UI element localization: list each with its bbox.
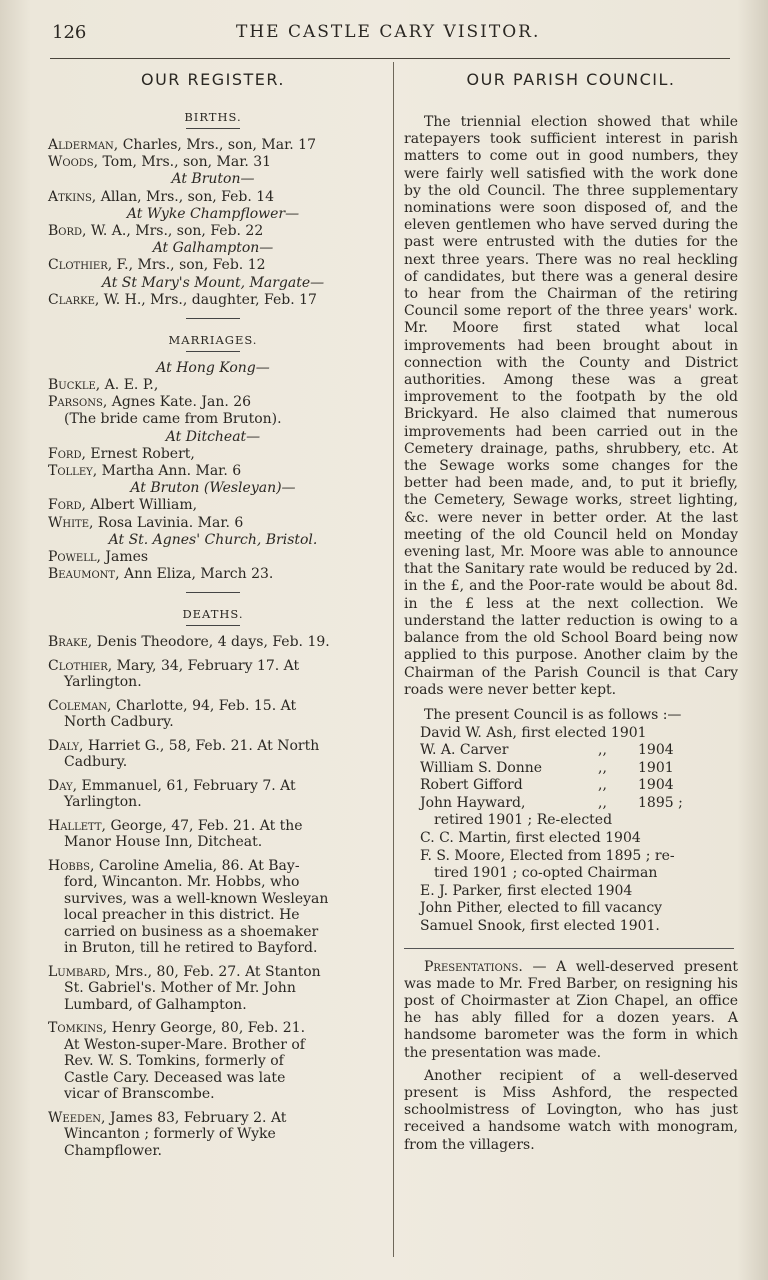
entry-details: Allan, Mrs., son, Feb. 14 (96, 188, 275, 205)
ditto-mark: ,, (598, 759, 607, 776)
entry-surname: Alderman, (48, 137, 119, 153)
entry-surname: Powell, (48, 548, 101, 565)
entry-details: Rosa Lavinia. Mar. 6 (93, 514, 244, 531)
death-entry-continuation: ford, Wincanton. Mr. Hobbs, who (64, 874, 300, 891)
death-entry-continuation: St. Gabriel's. Mother of Mr. John (64, 980, 296, 997)
place-heading: At Hong Kong— (156, 359, 270, 376)
marriage-entry (48, 497, 378, 514)
deaths-rule (186, 625, 240, 626)
place-heading: At Galhampton— (152, 240, 274, 257)
member-name: William S. Donne (420, 759, 543, 776)
death-entry-continuation: Yarlington. (64, 674, 142, 691)
entry-details: Ernest Robert, (85, 445, 195, 462)
council-list (404, 707, 738, 936)
death-entry (48, 658, 378, 691)
entry-surname: Buckle, (48, 377, 101, 394)
death-entry (48, 738, 378, 771)
entry-surname: Weeden, (48, 1109, 106, 1126)
death-entry-line (48, 818, 378, 835)
parish-council-title: OUR PARISH COUNCIL. (466, 70, 676, 89)
marriage-entry (48, 549, 378, 566)
entry-surname: Daly, (48, 737, 84, 754)
marriage-entry (48, 463, 378, 480)
death-entry-continuation: Yarlington. (64, 794, 142, 811)
section-rule (186, 318, 240, 319)
entry-details: W. H., Mrs., daughter, Feb. 17 (99, 291, 317, 308)
death-entry-continuation: At Weston-super-Mare. Brother of (64, 1036, 305, 1053)
entry-details: Agnes Kate. Jan. 26 (107, 394, 252, 411)
presentations-heading: Presentations. (424, 958, 523, 975)
death-entry-continuation: Lumbard, of Galhampton. (64, 996, 247, 1013)
presentations-paragraph (404, 959, 738, 1062)
entry-surname: Tolley, (48, 463, 98, 479)
entry-details: A. E. P., (100, 377, 159, 394)
section-rule (404, 948, 734, 949)
death-entry-continuation: Wincanton ; formerly of Wyke (64, 1126, 276, 1143)
death-entry-line (48, 858, 378, 875)
column-divider (393, 62, 394, 1257)
death-entry-continuation: local preacher in this district. He (64, 907, 300, 924)
page-header (0, 22, 768, 48)
entry-details: F., Mrs., son, Feb. 12 (112, 257, 266, 274)
death-entry (48, 818, 378, 851)
birth-entry (48, 154, 378, 171)
entry-surname: Tomkins, (48, 1020, 108, 1037)
death-entry-line (48, 634, 378, 651)
entry-details: Tom, Mrs., son, Mar. 31 (98, 154, 272, 171)
marriages-rule (186, 351, 240, 352)
entry-note: (The bride came from Bruton). (64, 411, 282, 428)
register-column (48, 66, 378, 1166)
birth-entry (48, 137, 378, 154)
ditto-mark: ,, (598, 777, 607, 794)
death-entry-continuation: Manor House Inn, Ditcheat. (64, 834, 263, 851)
marriage-entry (48, 566, 378, 583)
death-entry (48, 1020, 378, 1103)
elected-year: 1904 (638, 777, 674, 794)
register-title: OUR REGISTER. (140, 70, 286, 89)
death-entry-continuation: Cadbury. (64, 754, 128, 771)
ditto-mark: ,, (598, 742, 607, 759)
death-entry (48, 858, 378, 957)
section-rule (186, 592, 240, 593)
entry-surname: Bord, (48, 222, 87, 239)
council-report-paragraph: The triennial election showed that while ratepayers took sufficient interest in parish matters to come out in good numbers, they were fairly well satisfied with the work done by the old Council. The three supplementary nominations were soon disposed of, and the eleven gentlemen who have served during the past were entrusted with the duties for the next three years. There was no real heckling of candidates, but there was a general desire to hear from the Chairman of the retiring Council some report of the three years' work. Mr. Moore first stated what local improvements had been brought about in connection with the County and District authorities. Among these was a great improvement to the footpath by the old Brickyard. He also claimed that numerous improvements had been carried out in the Cemetery drainage, paths, shrubbery, etc. At the Sewage works some changes for the better had been made, and, to put it briefly, the Cemetery, Sewage works, street lighting, &c. were never in better order. At the last meeting of the old Council held on Monday evening last, Mr. Moore was able to announce that the Sanitary rate would be reduced by 2d. in the £, and the Poor-rate would be about 8d. in the £ less at the next collection. We understand the latter reduction is owing to a balance from the old School Board being now applied to this purpose. Another claim by the Chairman of the Parish Council is that Cary roads were never better kept. (404, 114, 738, 698)
death-entry (48, 778, 378, 811)
death-entry-continuation: survives, was a well-known Wesleyan (64, 890, 329, 907)
council-member-note: retired 1901 ; Re-elected (434, 812, 613, 829)
marriages-heading: MARRIAGES. (168, 332, 258, 347)
births-heading: BIRTHS. (184, 110, 242, 124)
council-member-note: tired 1901 ; co-opted Chairman (434, 865, 658, 882)
entry-details: Mrs., 80, Feb. 27. At Stanton (110, 963, 321, 980)
death-entry-continuation: Castle Cary. Deceased was late (64, 1069, 286, 1086)
birth-entry (48, 292, 378, 309)
entry-surname: Ford, (48, 445, 86, 462)
death-entry (48, 964, 378, 1014)
place-heading: At Ditcheat— (165, 428, 261, 445)
entry-surname: Clothier, (48, 257, 113, 274)
death-entry-line (48, 778, 378, 795)
member-name: Robert Gifford (420, 777, 523, 794)
council-member (404, 795, 738, 813)
entry-details: Caroline Amelia, 86. At Bay- (94, 857, 300, 874)
member-name: W. A. Carver (420, 742, 509, 759)
entry-details: Ann Eliza, March 23. (119, 566, 274, 583)
entry-details: Albert William, (85, 497, 198, 514)
presentations-paragraph-2: Another recipient of a well-deserved present is Miss Ashford, the respected schoolmistress of Lovington, who has just received a handsome watch with monogram, from the villagers. (404, 1067, 738, 1153)
member-name: John Hayward, (420, 794, 526, 811)
place-heading: At St. Agnes' Church, Bristol. (108, 531, 318, 548)
death-entry-line (48, 964, 378, 981)
death-entry-continuation: vicar of Branscombe. (64, 1086, 215, 1103)
death-entry-continuation: Champflower. (64, 1142, 162, 1159)
entry-surname: Beaumont, (48, 566, 120, 583)
death-entry-line (48, 698, 378, 715)
entry-details: W. A., Mrs., son, Feb. 22 (86, 222, 264, 239)
birth-entry (48, 189, 378, 206)
place-heading: At Bruton (Wesleyan)— (130, 480, 296, 497)
entry-surname: Brake, (48, 634, 93, 651)
entry-surname: Lumbard, (48, 963, 111, 980)
entry-surname: Clarke, (48, 291, 100, 308)
council-member (404, 760, 738, 778)
entry-surname: White, (48, 514, 94, 531)
death-entry-continuation: carried on business as a shoemaker (64, 923, 319, 940)
entry-details: Emmanuel, 61, February 7. At (77, 777, 296, 794)
entry-surname: Ford, (48, 497, 86, 514)
death-entry-line (48, 1020, 378, 1037)
deaths-heading: DEATHS. (182, 607, 244, 622)
death-entry-line (48, 1110, 378, 1127)
marriage-entry (48, 515, 378, 532)
council-member: David W. Ash, first elected 1901 (420, 724, 647, 741)
council-member (404, 742, 738, 760)
entry-surname: Parsons, (48, 394, 108, 411)
place-heading: At Wyke Champflower— (126, 205, 300, 222)
death-entry-line (48, 738, 378, 755)
council-member: E. J. Parker, first elected 1904 (420, 882, 633, 899)
entry-details: Denis Theodore, 4 days, Feb. 19. (92, 634, 330, 651)
entry-surname: Clothier, (48, 657, 113, 674)
death-entry-continuation: Rev. W. S. Tomkins, formerly of (64, 1053, 284, 1070)
entry-details: Mary, 34, February 17. At (112, 657, 300, 674)
ditto-mark: ,, (598, 794, 607, 811)
council-member: John Pither, elected to fill vacancy (420, 900, 663, 917)
entry-surname: Woods, (48, 154, 99, 171)
entry-surname: Hallett, (48, 817, 106, 834)
entry-details: Charles, Mrs., son, Mar. 17 (118, 137, 316, 153)
elected-year: 1901 (638, 759, 674, 776)
place-heading: At St Mary's Mount, Margate— (101, 274, 325, 291)
entry-details: James (100, 548, 149, 565)
elected-year: 1895 ; (638, 794, 683, 811)
council-intro: The present Council is as follows :— (424, 706, 682, 723)
entry-details: Charlotte, 94, Feb. 15. At (111, 697, 297, 714)
death-entry-continuation: in Bruton, till he retired to Bayford. (64, 940, 318, 957)
presentations-text: — A well-deserved present was made to Mr. Fred Barber, on resigning his post of Choirmaster at Zion Chapel, an office he has ably filled for a dozen years. A handsome barometer was the form in which the presentation was made. (404, 958, 738, 1061)
entry-details: George, 47, Feb. 21. At the (106, 817, 303, 834)
parish-council-column (404, 66, 738, 1154)
death-entry (48, 1110, 378, 1160)
running-title: THE CASTLE CARY VISITOR. (236, 22, 541, 42)
elected-year: 1904 (638, 742, 674, 759)
marriage-entry (48, 446, 378, 463)
council-member: C. C. Martin, first elected 1904 (420, 830, 641, 847)
births-rule (186, 128, 240, 129)
marriage-entry (48, 394, 378, 411)
birth-entry (48, 257, 378, 274)
death-entry (48, 634, 378, 651)
deaths-list (48, 634, 378, 1159)
council-member (404, 777, 738, 795)
entry-details: James 83, February 2. At (105, 1109, 287, 1126)
entry-surname: Coleman, (48, 697, 112, 714)
entry-surname: Day, (48, 777, 78, 794)
entry-surname: Hobbs, (48, 857, 95, 874)
place-heading: At Bruton— (171, 171, 255, 188)
entry-details: Henry George, 80, Feb. 21. (107, 1020, 306, 1037)
council-member: F. S. Moore, Elected from 1895 ; re- (420, 847, 675, 864)
death-entry-line (48, 658, 378, 675)
entry-surname: Atkins, (48, 188, 97, 205)
page-number: 126 (52, 22, 87, 43)
entry-details: Harriet G., 58, Feb. 21. At North (83, 737, 320, 754)
entry-details: Martha Ann. Mar. 6 (97, 463, 242, 479)
marriages-list (48, 360, 378, 583)
births-list (48, 137, 378, 309)
header-rule (50, 58, 730, 59)
death-entry (48, 698, 378, 731)
council-member: Samuel Snook, first elected 1901. (420, 918, 660, 935)
birth-entry (48, 223, 378, 240)
death-entry-continuation: North Cadbury. (64, 714, 174, 731)
marriage-entry (48, 377, 378, 394)
